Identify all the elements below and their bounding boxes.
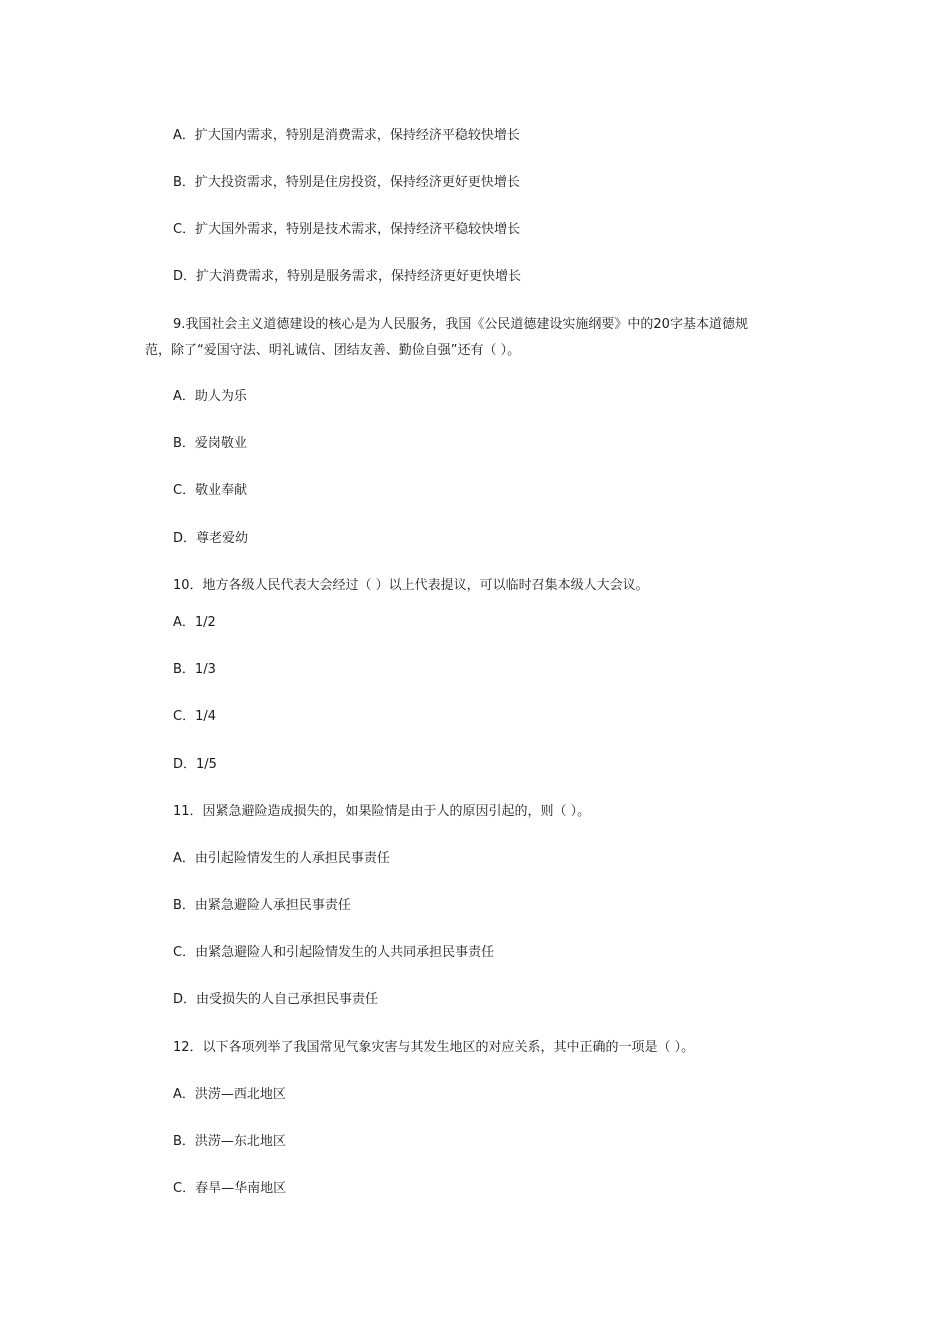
q8-option-c: C．扩大国外需求，特别是技术需求，保持经济平稳较快增长 [173,222,521,237]
q10-option-d: D．1/5 [173,757,217,772]
q9-stem-line2: 范，除了“爱国守法、明礼诚信、团结友善、勤俭自强”还有（ ）。 [145,343,521,358]
q10-option-c: C．1/4 [173,709,216,724]
q12-option-b: B．洪涝—东北地区 [173,1134,286,1149]
q9-option-c: C．敬业奉献 [173,483,248,498]
q8-option-a: A．扩大国内需求，特别是消费需求，保持经济平稳较快增长 [173,128,520,143]
q11-option-c: C．由紧急避险人和引起险情发生的人共同承担民事责任 [173,945,495,960]
q9-stem-line1: 9.我国社会主义道德建设的核心是为人民服务，我国《公民道德建设实施纲要》中的20字基本道德规 [173,317,748,332]
q8-option-d: D．扩大消费需求，特别是服务需求，保持经济更好更快增长 [173,269,522,284]
q11-stem: 11．因紧急避险造成损失的，如果险情是由于人的原因引起的，则（ ）。 [173,804,591,819]
q11-option-d: D．由受损失的人自己承担民事责任 [173,992,379,1007]
q10-option-a: A．1/2 [173,615,216,630]
q12-option-a: A．洪涝—西北地区 [173,1087,286,1102]
q12-stem: 12．以下各项列举了我国常见气象灾害与其发生地区的对应关系，其中正确的一项是（ ）。 [173,1040,695,1055]
q9-option-a: A．助人为乐 [173,389,247,404]
q9-option-b: B．爱岗敬业 [173,436,247,451]
q10-stem: 10．地方各级人民代表大会经过（ ）以上代表提议，可以临时召集本级人大会议。 [173,578,649,593]
q9-option-d: D．尊老爱幼 [173,531,249,546]
q8-option-b: B．扩大投资需求，特别是住房投资，保持经济更好更快增长 [173,175,520,190]
q11-option-b: B．由紧急避险人承担民事责任 [173,898,351,913]
q10-option-b: B．1/3 [173,662,216,677]
q12-option-c: C．春旱—华南地区 [173,1181,287,1196]
q11-option-a: A．由引起险情发生的人承担民事责任 [173,851,390,866]
